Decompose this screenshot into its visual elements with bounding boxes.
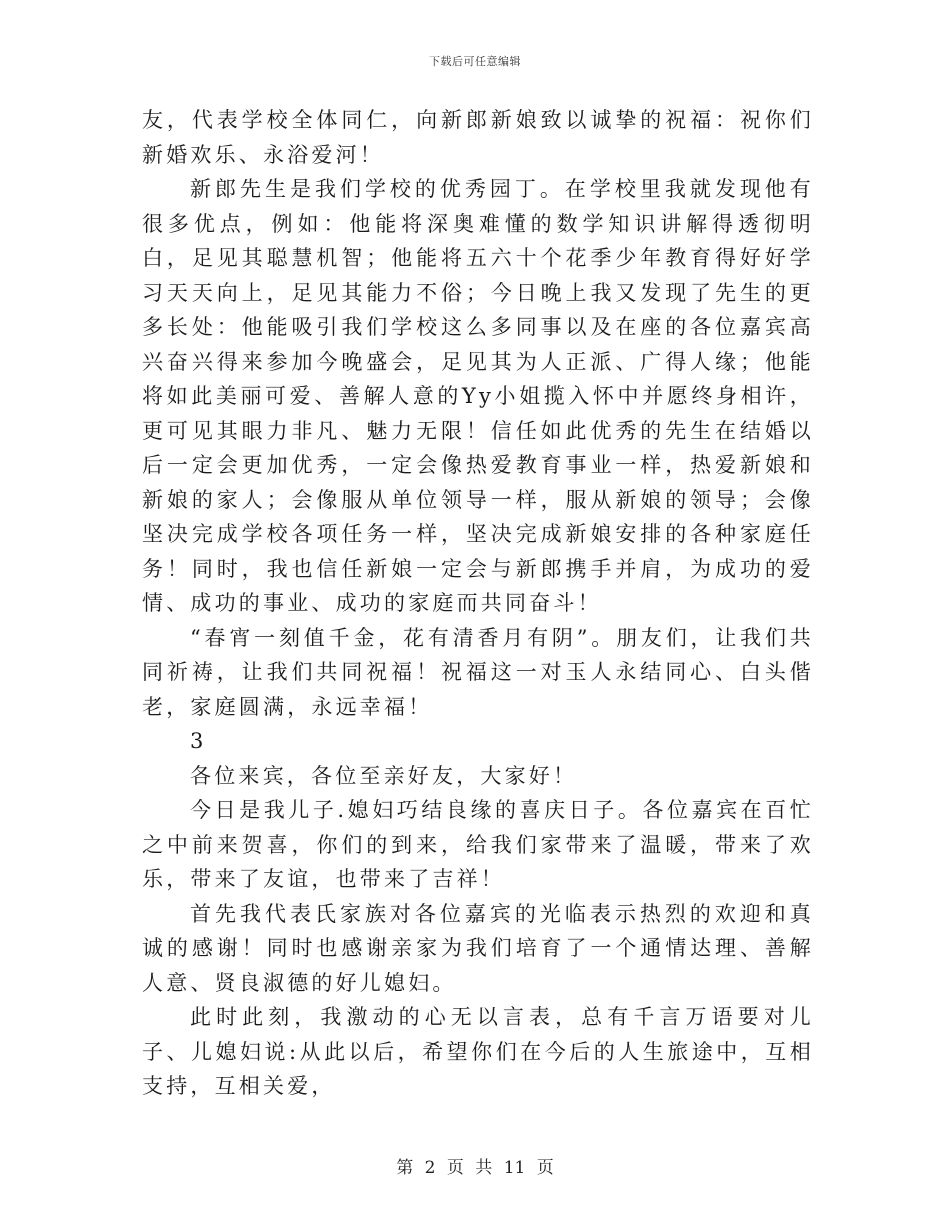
page-footer: 第 2 页 共 11 页 [396, 1158, 554, 1178]
paragraph-3: “春宵一刻值千金，花有清香月有阴”。朋友们，让我们共同祈祷，让我们共同祝福！祝福这一对玉人永结同心、白头偕老，家庭圆满，永远幸福！ [142, 625, 814, 719]
paragraph-greeting: 各位来宾，各位至亲好友，大家好！ [190, 763, 578, 788]
paragraph-6: 首先我代表氏家族对各位嘉宾的光临表示热烈的欢迎和真诚的感谢！同时也感谢亲家为我们培育了一个通情达理、善解人意、贤良淑德的好儿媳妇。 [142, 901, 814, 995]
paragraph-7: 此时此刻，我激动的心无以言表，总有千言万语要对儿子、儿媳妇说:从此以后，希望你们在今后的人生旅途中，互相支持，互相关爱， [142, 1005, 814, 1098]
paragraph-1: 友，代表学校全体同仁，向新郎新娘致以诚挚的祝福：祝你们新婚欢乐、永浴爱河！ [142, 108, 814, 167]
paragraph-5: 今日是我儿子.媳妇巧结良缘的喜庆日子。各位嘉宾在百忙之中前来贺喜，你们的到来，给我们家带来了温暖，带来了欢乐，带来了友谊，也带来了吉祥！ [142, 798, 814, 891]
document-body [142, 103, 814, 1104]
section-number: 3 [190, 729, 207, 753]
page-header: 下载后可任意编辑 [429, 55, 521, 68]
paragraph-2: 新郎先生是我们学校的优秀园丁。在学校里我就发现他有很多优点，例如：他能将深奥难懂的数学知识讲解得透彻明白，足见其聪慧机智；他能将五六十个花季少年教育得好好学习天天向上，足见其能力不俗；今日晚上我又发现了先生的更多长处：他能吸引我们学校这么多同事以及在座的各位嘉宾高兴奋兴得来参加今晚盛会，足见其为人正派、广得人缘；他能将如此美丽可爱、善解人意的Yy小姐揽入怀中并愿终身相许，更可见其眼力非凡、魅力无限！信任如此优秀的先生在结婚以后一定会更加优秀，一定会像热爱教育事业一样，热爱新娘和新娘的家人；会像服从单位领导一样，服从新娘的领导；会像坚决完成学校各项任务一样，坚决完成新娘安排的各种家庭任务！同时，我也信任新娘一定会与新郎携手并肩，为成功的爱情、成功的事业、成功的家庭而共同奋斗！ [142, 177, 814, 615]
